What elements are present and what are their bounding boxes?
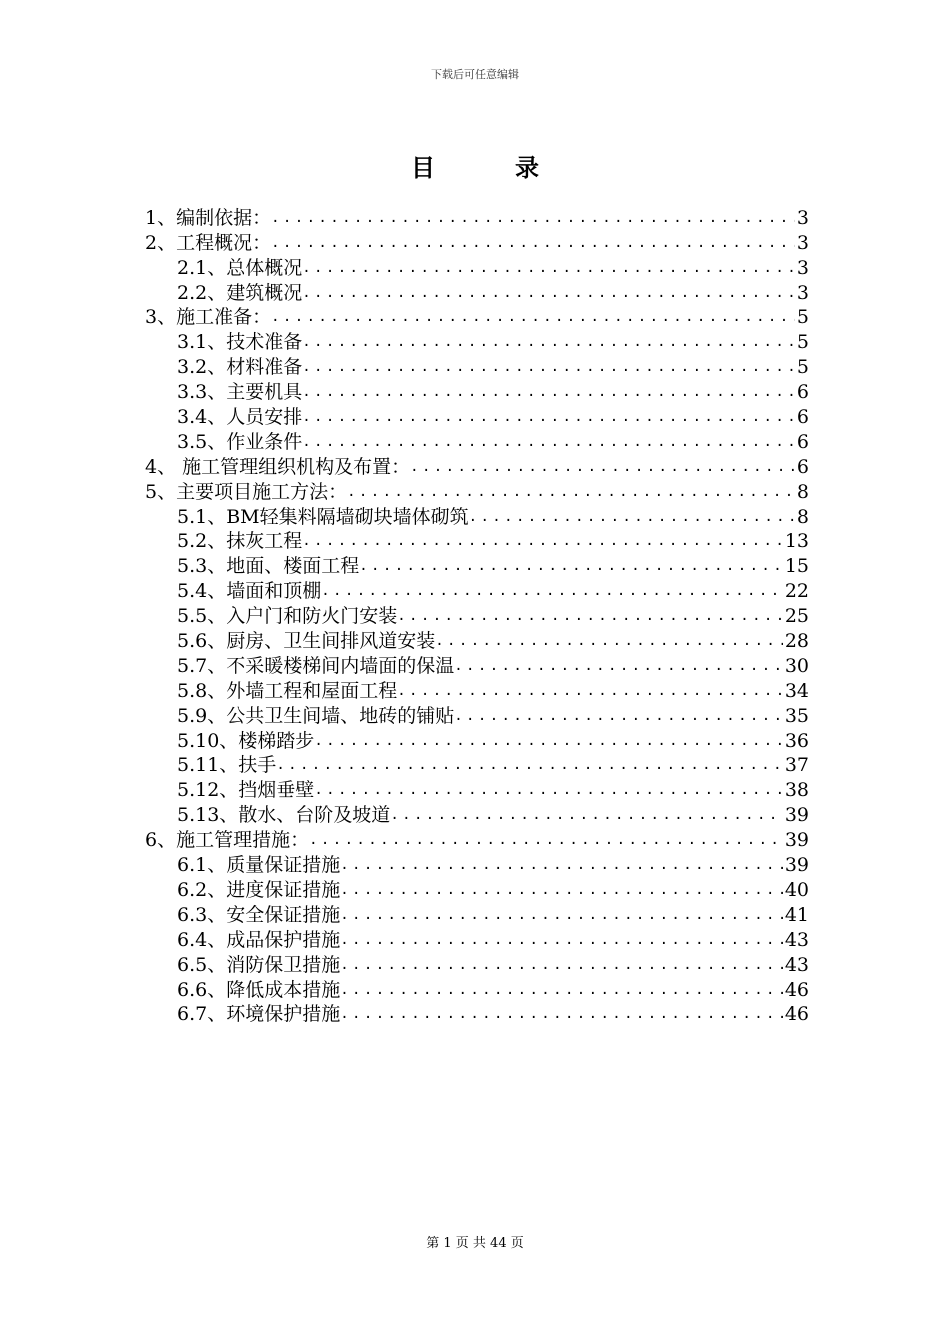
toc-leader-dots	[340, 954, 783, 976]
toc-entry-label: 3.1、技术准备	[177, 331, 303, 354]
toc-entry-page-number: 3	[796, 281, 809, 304]
toc-entry-page-number: 5	[796, 331, 809, 354]
toc-entry[interactable]	[145, 528, 809, 553]
toc-entry-label: 6.2、进度保证措施	[177, 878, 341, 901]
toc-entry[interactable]	[145, 677, 809, 702]
toc-entry-page-number: 46	[784, 1003, 809, 1026]
toc-entry-page-number: 46	[784, 978, 809, 1001]
toc-entry-page-number: 38	[784, 779, 809, 802]
toc-entry[interactable]	[145, 951, 809, 976]
toc-leader-dots	[271, 306, 795, 328]
toc-entry[interactable]	[145, 801, 809, 826]
toc-entry-label: 3.2、材料准备	[177, 356, 303, 379]
toc-entry-page-number: 39	[784, 804, 809, 827]
toc-entry[interactable]	[145, 577, 809, 602]
toc-entry-label: 5.5、入户门和防火门安装	[177, 605, 398, 628]
toc-entry-page-number: 3	[796, 256, 809, 279]
toc-entry-label: 5.13、散水、台阶及坡道	[177, 804, 391, 827]
toc-entry-label: 5.10、楼梯踏步	[177, 729, 315, 752]
toc-leader-dots	[302, 431, 795, 453]
toc-entry-page-number: 6	[796, 455, 809, 478]
page-title: 目录	[411, 154, 619, 182]
toc-entry[interactable]	[145, 652, 809, 677]
toc-entry-label: 3.4、人员安排	[177, 406, 303, 429]
toc-entry-page-number: 41	[784, 903, 809, 926]
toc-entry-label: 2.2、建筑概况	[177, 281, 303, 304]
toc-leader-dots	[397, 680, 783, 702]
toc-entry[interactable]	[145, 776, 809, 801]
toc-entry-page-number: 5	[796, 356, 809, 379]
toc-entry-page-number: 43	[784, 953, 809, 976]
toc-entry-page-number: 39	[784, 854, 809, 877]
toc-entry-label: 6.7、环境保护措施	[177, 1003, 341, 1026]
toc-entry-page-number: 35	[784, 704, 809, 727]
toc-leader-dots	[302, 530, 783, 552]
toc-entry-label: 5.1、BM轻集料隔墙砌块墙体砌筑	[177, 505, 469, 528]
toc-entry[interactable]	[145, 204, 809, 229]
toc-entry-page-number: 37	[784, 754, 809, 777]
toc-entry-label: 5、主要项目施工方法：	[145, 480, 348, 503]
toc-entry-label: 6.1、质量保证措施	[177, 854, 341, 877]
toc-leader-dots	[302, 257, 795, 279]
toc-entry-page-number: 15	[784, 555, 809, 578]
toc-entry[interactable]	[145, 254, 809, 279]
toc-entry[interactable]	[145, 453, 809, 478]
toc-entry-page-number: 25	[784, 605, 809, 628]
toc-leader-dots	[321, 580, 783, 602]
toc-entry[interactable]	[145, 328, 809, 353]
toc-entry-page-number: 5	[796, 306, 809, 329]
toc-leader-dots	[302, 406, 795, 428]
toc-entry-page-number: 40	[784, 878, 809, 901]
toc-leader-dots	[454, 655, 783, 677]
toc-entry[interactable]	[145, 229, 809, 254]
toc-entry-label: 5.8、外墙工程和屋面工程	[177, 679, 398, 702]
toc-leader-dots	[390, 804, 783, 826]
toc-entry-label: 5.11、扶手	[177, 754, 277, 777]
toc-leader-dots	[302, 282, 795, 304]
toc-leader-dots	[340, 929, 783, 951]
toc-entry-label: 5.3、地面、楼面工程	[177, 555, 360, 578]
toc-leader-dots	[359, 555, 783, 577]
toc-leader-dots	[340, 979, 783, 1001]
toc-leader-dots	[276, 754, 783, 776]
toc-entry-label: 6.3、安全保证措施	[177, 903, 341, 926]
toc-leader-dots	[271, 207, 795, 229]
toc-leader-dots	[302, 381, 795, 403]
toc-leader-dots	[314, 779, 783, 801]
toc-entry-page-number: 6	[796, 406, 809, 429]
toc-entry[interactable]	[145, 851, 809, 876]
toc-entry-label: 2、工程概况：	[145, 231, 272, 254]
toc-leader-dots	[397, 605, 783, 627]
toc-entry-label: 6.6、降低成本措施	[177, 978, 341, 1001]
toc-entry-label: 2.1、总体概况	[177, 256, 303, 279]
toc-leader-dots	[309, 829, 783, 851]
toc-leader-dots	[302, 356, 795, 378]
toc-entry[interactable]	[145, 602, 809, 627]
toc-leader-dots	[454, 705, 783, 727]
toc-entry[interactable]	[145, 876, 809, 901]
toc-leader-dots	[271, 232, 795, 254]
toc-entry[interactable]	[145, 976, 809, 1001]
toc-entry-page-number: 8	[796, 480, 809, 503]
toc-entry-label: 5.7、不采暖楼梯间内墙面的保温	[177, 654, 455, 677]
toc-entry-page-number: 8	[796, 505, 809, 528]
toc-entry-page-number: 43	[784, 928, 809, 951]
toc-entry-page-number: 34	[784, 679, 809, 702]
toc-entry[interactable]	[145, 353, 809, 378]
toc-leader-dots	[314, 730, 783, 752]
toc-entry-page-number: 22	[784, 580, 809, 603]
toc-entry[interactable]	[145, 552, 809, 577]
header-note: 下载后可任意编辑	[431, 68, 519, 81]
toc-entry-label: 3.5、作业条件	[177, 430, 303, 453]
toc-leader-dots	[340, 879, 783, 901]
toc-entry-page-number: 3	[796, 231, 809, 254]
toc-entry-page-number: 13	[784, 530, 809, 553]
toc-leader-dots	[340, 1003, 783, 1025]
toc-entry-page-number: 30	[784, 654, 809, 677]
toc-entry-page-number: 6	[796, 381, 809, 404]
toc-entry[interactable]	[145, 503, 809, 528]
toc-leader-dots	[340, 904, 783, 926]
page-footer: 第 1 页 共 44 页	[426, 1236, 524, 1251]
toc-entry[interactable]	[145, 403, 809, 428]
toc-entry-label: 4、 施工管理组织机构及布置：	[145, 455, 411, 478]
toc-entry-page-number: 6	[796, 430, 809, 453]
toc-leader-dots	[340, 854, 783, 876]
toc-entry-label: 5.2、抹灰工程	[177, 530, 303, 553]
toc-entry-label: 6.5、消防保卫措施	[177, 953, 341, 976]
toc-entry-page-number: 3	[796, 206, 809, 229]
toc-entry-page-number: 36	[784, 729, 809, 752]
toc-entry-label: 6、施工管理措施：	[145, 829, 310, 852]
toc-entry[interactable]	[145, 627, 809, 652]
toc-entry-label: 5.6、厨房、卫生间排风道安装	[177, 630, 436, 653]
toc-entry-page-number: 39	[784, 829, 809, 852]
toc-entry[interactable]	[145, 702, 809, 727]
toc-entry[interactable]	[145, 478, 809, 503]
toc-leader-dots	[347, 481, 795, 503]
toc-entry[interactable]	[145, 826, 809, 851]
toc-entry-label: 3.3、主要机具	[177, 381, 303, 404]
toc-leader-dots	[410, 456, 795, 478]
toc-entry[interactable]	[145, 901, 809, 926]
toc-entry[interactable]	[145, 752, 809, 777]
toc-entry-label: 5.9、公共卫生间墙、地砖的铺贴	[177, 704, 455, 727]
toc-leader-dots	[435, 630, 783, 652]
toc-entry-label: 3、施工准备：	[145, 306, 272, 329]
toc-entry-page-number: 28	[784, 630, 809, 653]
toc-entry[interactable]	[145, 279, 809, 304]
toc-entry[interactable]	[145, 926, 809, 951]
toc-leader-dots	[469, 506, 795, 528]
table-of-contents	[145, 204, 809, 1025]
toc-entry-label: 5.4、墙面和顶棚	[177, 580, 322, 603]
toc-entry[interactable]	[145, 428, 809, 453]
toc-entry[interactable]	[145, 1001, 809, 1026]
toc-entry[interactable]	[145, 727, 809, 752]
toc-entry-label: 5.12、挡烟垂壁	[177, 779, 315, 802]
toc-leader-dots	[302, 331, 795, 353]
toc-entry[interactable]	[145, 378, 809, 403]
toc-entry-label: 1、编制依据：	[145, 206, 272, 229]
toc-entry-label: 6.4、成品保护措施	[177, 928, 341, 951]
toc-entry[interactable]	[145, 304, 809, 329]
